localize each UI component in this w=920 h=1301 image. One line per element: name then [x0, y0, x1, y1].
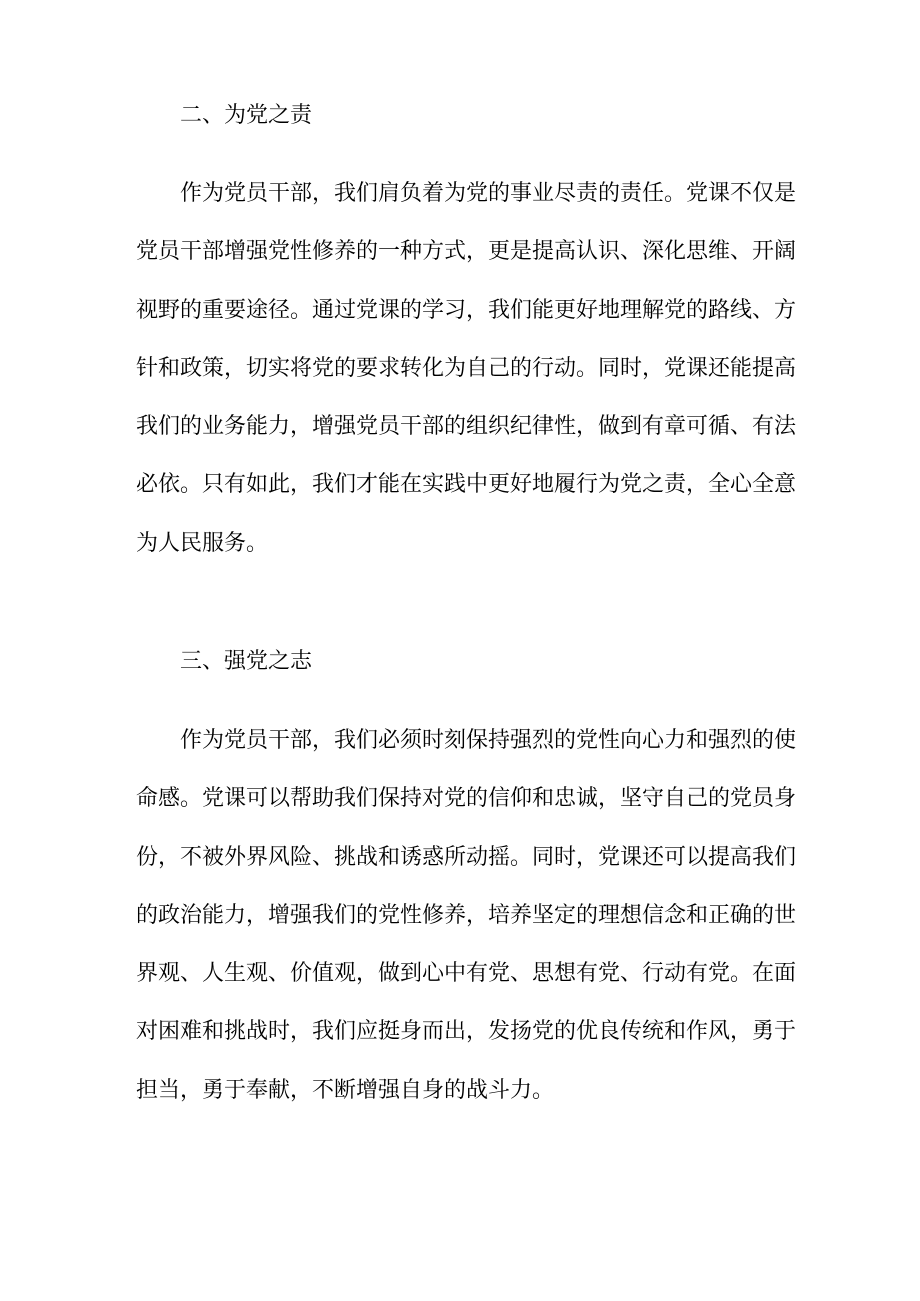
section-body-2: 作为党员干部，我们肩负着为党的事业尽责的责任。党课不仅是党员干部增强党性修养的一种方式，更是提高认识、深化思维、开阔视野的重要途径。通过党课的学习，我们能更好地理解党的路线、方针和政策，切实将党的要求转化为自己的行动。同时，党课还能提高我们的业务能力，增强党员干部的组织纪律性，做到有章可循、有法必依。只有如此，我们才能在实践中更好地履行为党之责，全心全意为人民服务。	[136, 181, 797, 556]
section-body-3: 作为党员干部，我们必须时刻保持强烈的党性向心力和强烈的使命感。党课可以帮助我们保持对党的信仰和忠诚，坚守自己的党员身份，不被外界风险、挑战和诱惑所动摇。同时，党课还可以提高我们的政治能力，增强我们的党性修养，培养坚定的理想信念和正确的世界观、人生观、价值观，做到心中有党、思想有党、行动有党。在面对困难和挑战时，我们应挺身而出，发扬党的优良传统和作风，勇于担当，勇于奉献，不断增强自身的战斗力。	[136, 728, 797, 1103]
section-heading-3: 三、强党之志	[180, 649, 313, 674]
section-heading-2: 二、为党之责	[180, 103, 313, 128]
